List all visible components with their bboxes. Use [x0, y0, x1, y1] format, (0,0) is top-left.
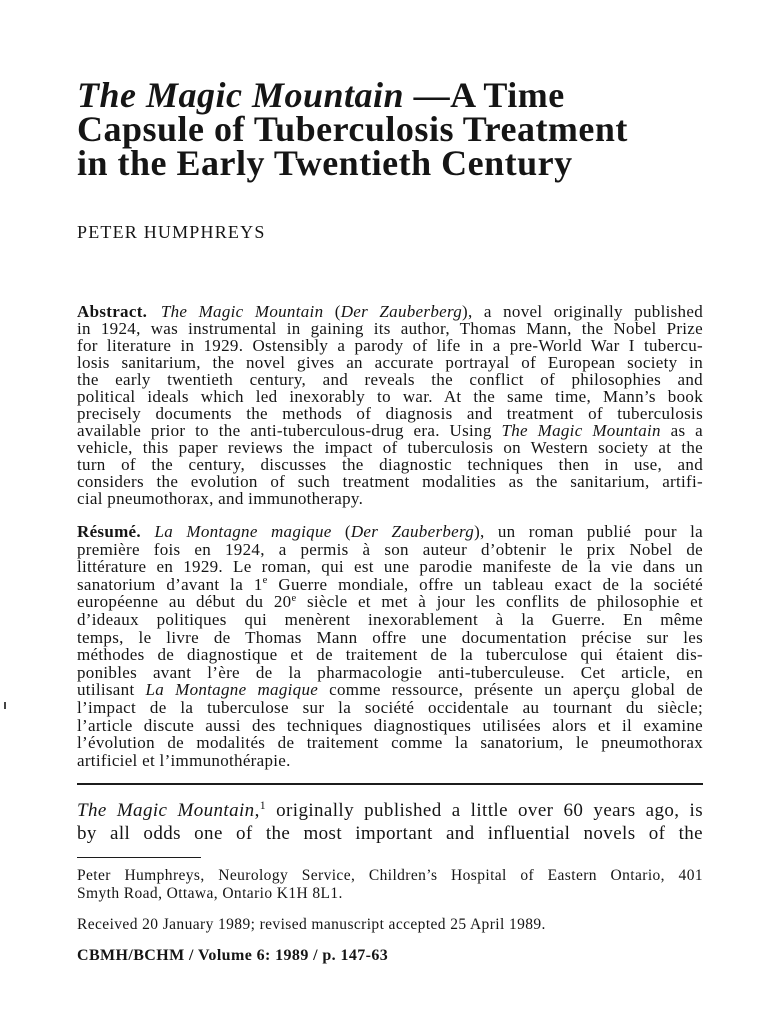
author-affiliation [77, 867, 703, 903]
abstract-paragraph [77, 303, 703, 507]
superscript: e [262, 575, 268, 587]
section-label: Résumé. [77, 522, 141, 541]
resume-paragraph [77, 523, 703, 769]
italic-text: Der Zauberberg [340, 302, 463, 321]
title-line: Capsule of Tuberculosis Treatment [77, 109, 628, 149]
affiliation-line: Smyth Road, Ottawa, Ontario K1H 8L1. [77, 885, 343, 902]
author-name: PETER HUMPHREYS [77, 222, 266, 242]
title-line: in the Early Twentieth Century [77, 143, 573, 183]
text-run: originally published a little over 60 years ago, is [266, 800, 703, 821]
body-line [77, 799, 703, 822]
text-run: siècle et met à jour les conflits de philosophie et [296, 592, 703, 612]
text-run: ( [331, 522, 351, 541]
resume-line: méthodes de diagnostique et de traitement de la tuberculose qui étaient dis- [77, 645, 703, 665]
abstract-line: the early twentieth century, and reveals the conflict of philosophies and [77, 370, 703, 389]
article-title [77, 75, 703, 183]
section-divider [77, 783, 703, 785]
text-run: utilisant [77, 680, 146, 700]
abstract-line: vehicle, this paper reviews the impact of tuberculosis on Western society at the [77, 438, 703, 457]
abstract-line: losis sanitarium, the novel gives an accurate portrayal of European society in [77, 353, 703, 372]
superscript: e [291, 593, 297, 605]
italic-text: The Magic Mountain [501, 421, 661, 440]
resume-line [77, 593, 703, 611]
affiliation-line: Peter Humphreys, Neurology Service, Children’s Hospital of Eastern Ontario, 401 [77, 867, 703, 884]
resume-line: artificiel et l’immunothérapie. [77, 750, 291, 770]
title-line [77, 75, 703, 115]
resume-line: temps, le livre de Thomas Mann offre une documentation précise sur les [77, 627, 703, 647]
resume-line: d’ideaux politiques qui menèrent inexorablement à la Guerre. En même [77, 609, 703, 629]
italic-text: The Magic Mountain [160, 302, 324, 321]
resume-line [77, 681, 703, 699]
resume-line [77, 576, 703, 594]
resume-line: l’impact de la tuberculose sur la société occidentale au tournant du siècle; [77, 697, 703, 717]
resume-line: l’évolution de modalités de traitement comme la sanatorium, le pneumothorax [77, 733, 703, 753]
abstract-line: considers the evolution of such treatment modalities as the sanitarium, artifi- [77, 472, 703, 491]
text-run: ( [323, 302, 341, 321]
text-run: ), a novel originally published [462, 302, 704, 321]
abstract-line: in 1924, was instrumental in gaining its author, Thomas Mann, the Nobel Prize [77, 319, 703, 338]
abstract-line: cial pneumothorax, and immunotherapy. [77, 489, 364, 508]
text-run: available prior to the anti-tuberculous-drug era. Using [77, 421, 502, 440]
abstract-line [77, 422, 703, 439]
text-run: européenne au début du 20 [77, 592, 292, 612]
italic-text: The Magic Mountain [77, 75, 405, 115]
text-run: as a [660, 421, 703, 440]
italic-text: La Montagne magique [154, 522, 332, 541]
text-run: sanatorium d’avant la 1 [77, 574, 263, 594]
resume-line: littérature en 1929. Le roman, qui est une parodie manifeste de la vie dans un [77, 557, 703, 577]
text-run: Guerre mondiale, offre un tableau exact de la société [267, 574, 703, 594]
abstract-line: precisely documents the methods of diagnosis and treatment of tuberculosis [77, 404, 703, 423]
journal-citation: CBMH/BCHM / Volume 6: 1989 / p. 147-63 [77, 947, 389, 964]
scan-artifact [4, 702, 6, 709]
resume-line: l’article discute aussi des techniques diagnostiques utilisées alors et il examine [77, 715, 703, 735]
superscript: 1 [259, 798, 267, 812]
received-dates: Received 20 January 1989; revised manuscript accepted 25 April 1989. [77, 916, 546, 933]
text-run: comme ressource, présente un aperçu global de [318, 680, 704, 700]
footnote-divider [77, 857, 201, 858]
abstract-line [77, 303, 703, 320]
abstract-line: for literature in 1929. Ostensibly a parody of life in a pre-World War I tubercu- [77, 336, 703, 355]
resume-line [77, 523, 703, 541]
section-label: Abstract. [77, 302, 148, 321]
text-run: , [254, 800, 260, 821]
abstract-line: political ideals which led inexorably to war. At the same time, Mann’s book [77, 387, 703, 406]
resume-line: première fois en 1924, a permis à son auteur d’obtenir le prix Nobel de [77, 539, 703, 559]
italic-text: La Montagne magique [145, 680, 319, 700]
italic-text: Der Zauberberg [350, 522, 475, 541]
body-line: by all odds one of the most important and influential novels of the [77, 823, 703, 844]
text-run: ), un roman publié pour la [474, 522, 703, 541]
body-paragraph [77, 799, 703, 845]
resume-line: ponibles avant l’ère de la pharmacologie anti-tuberculeuse. Cet article, en [77, 662, 703, 682]
italic-text: The Magic Mountain [77, 800, 255, 821]
text-run: —A Time [404, 75, 565, 115]
abstract-line: turn of the century, discusses the diagnostic techniques then in use, and [77, 455, 703, 474]
